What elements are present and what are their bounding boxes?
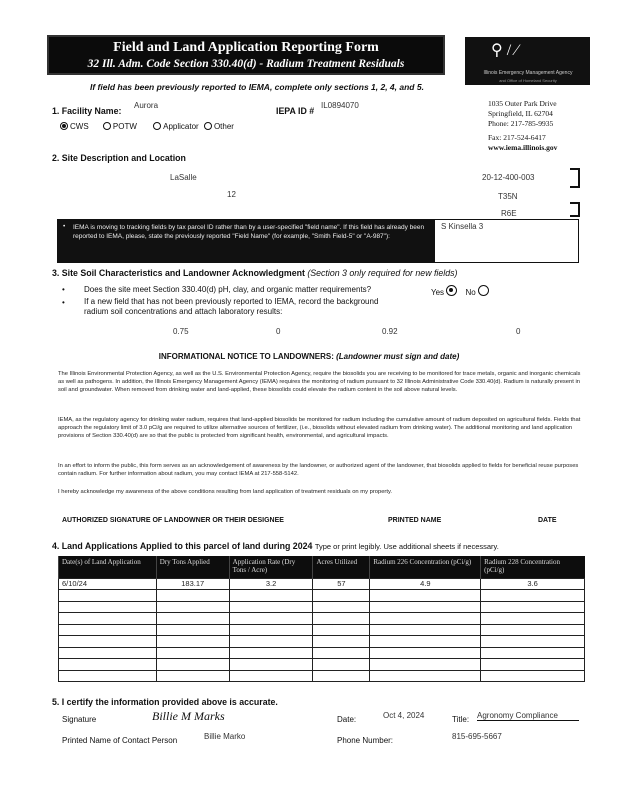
cell-acres[interactable]: [313, 601, 370, 613]
cell-rate[interactable]: [229, 624, 313, 636]
cell-ra228[interactable]: [481, 647, 585, 659]
cell-ra226[interactable]: [370, 659, 481, 671]
printed-name-field[interactable]: Billie Marko: [204, 732, 246, 741]
cell-ra226[interactable]: [370, 647, 481, 659]
township-field[interactable]: T35N: [498, 192, 518, 201]
printed-name-label: Printed Name of Contact Person: [62, 736, 178, 745]
cell-acres[interactable]: [313, 613, 370, 625]
agency-fax: Fax: 217-524-6417: [488, 133, 546, 142]
soil-value-1[interactable]: 0.75: [173, 327, 189, 336]
answer-yes[interactable]: Yes: [431, 288, 459, 297]
notice-title: INFORMATIONAL NOTICE TO LANDOWNERS: (Landowner must sign and date): [158, 352, 460, 361]
cell-dates[interactable]: [59, 670, 157, 682]
cell-dry-tons[interactable]: [156, 601, 229, 613]
cell-dates[interactable]: [59, 636, 157, 648]
cell-ra226[interactable]: [370, 670, 481, 682]
notice-paragraph-2: IEMA, as the regulatory agency for drinking water radium, requires that land-applied biosolids be monitored for radium including the cumulative amount of radium deposited on agricultural fields. Fields that approach the regulatory limit of 3.0 pCi/g are required to utilize alternative sources of fertilizer, (i.e., biosolids without elevated radium from drinking water). The additional monitoring and land application provisions of Section 330.40(d) are so that the public is protected from significant health, environmental, and agricultural impacts.: [58, 417, 581, 440]
iema-logo-icon: ⚲ / ⁄: [491, 42, 518, 59]
agency-phone: Phone: 217-785-9935: [488, 119, 554, 128]
phone-label: Phone Number:: [337, 736, 394, 745]
phone-field[interactable]: 815-695-5667: [452, 732, 502, 741]
cell-acres[interactable]: [313, 624, 370, 636]
cell-ra228[interactable]: [481, 624, 585, 636]
cell-rate[interactable]: [229, 647, 313, 659]
form-title-banner: [47, 35, 445, 75]
facility-type-options: [60, 122, 234, 131]
cell-dates[interactable]: 6/10/24: [59, 578, 157, 590]
col-header-ra228: Radium 228 Concentration (pCi/g): [481, 556, 585, 578]
table-row: [59, 624, 585, 636]
answer-no[interactable]: No: [466, 288, 491, 297]
cell-ra228[interactable]: [481, 659, 585, 671]
cell-dry-tons[interactable]: [156, 624, 229, 636]
agency-address2: Springfield, IL 62704: [488, 109, 553, 118]
cell-dates[interactable]: [59, 659, 157, 671]
cell-dates[interactable]: [59, 613, 157, 625]
parcel-id-field[interactable]: 20-12-400-003: [482, 173, 535, 182]
section5-title: 5. I certify the information provided above is accurate.: [52, 697, 278, 707]
option-potw[interactable]: POTW: [103, 122, 137, 131]
bullet-dot: •: [62, 298, 65, 307]
cell-ra226[interactable]: [370, 624, 481, 636]
date-field[interactable]: Oct 4, 2024: [383, 711, 425, 720]
cell-rate[interactable]: [229, 670, 313, 682]
table-row: [59, 647, 585, 659]
cell-ra228[interactable]: [481, 636, 585, 648]
table-row: [59, 601, 585, 613]
bracket-decor: [570, 202, 580, 217]
notice-paragraph-1: The Illinois Environmental Protection Agency, as well as the U.S. Environmental Protection Agency, require the biosolids you are receiving to be monitored for trace metals, organic and inorganic chemicals as well as pathogens. In addition, the Illinois Emergency Management Agency (IEMA) requires the monitoring of radium pursuant to 32 Illinois Administrative Code 330.40(d). Radium is naturally present in soil and groundwater. When removed from drinking water and land-applied, these biosolids could elevate the radium content in the soil above natural levels.: [58, 371, 581, 394]
section3-title: 3. Site Soil Characteristics and Landowner Acknowledgment (Section 3 only required for new fields): [52, 268, 458, 278]
bullet-dot: •: [62, 285, 65, 294]
soil-value-2[interactable]: 0: [276, 327, 281, 336]
cell-dates[interactable]: [59, 624, 157, 636]
background-radium-question: If a new field that has not been previously reported to IEMA, record the background radium soil concentrations and attach laboratory results:: [84, 297, 379, 316]
radio-no[interactable]: [478, 285, 489, 296]
col-header-rate: Application Rate (Dry Tons / Acre): [229, 556, 313, 578]
table-row: [59, 613, 585, 625]
cell-ra226[interactable]: [370, 636, 481, 648]
agency-address1: 1035 Outer Park Drive: [488, 99, 557, 108]
cell-acres[interactable]: [313, 647, 370, 659]
col-header-dates: Date(s) of Land Application: [59, 556, 157, 578]
cell-dry-tons[interactable]: [156, 590, 229, 602]
previous-field-name-box[interactable]: [434, 219, 579, 263]
cell-rate[interactable]: [229, 659, 313, 671]
range-field[interactable]: R6E: [501, 209, 517, 218]
radio-applicator[interactable]: [153, 122, 161, 130]
cell-acres[interactable]: 57: [313, 578, 370, 590]
col-header-acres: Acres Utilized: [313, 556, 370, 578]
facility-name-field[interactable]: Aurora: [134, 101, 159, 110]
date-label: Date:: [337, 715, 357, 724]
cell-ra228[interactable]: [481, 613, 585, 625]
cell-rate[interactable]: [229, 590, 313, 602]
cell-acres[interactable]: [313, 659, 370, 671]
notice-paragraph-4: I hereby acknowledge my awareness of the above conditions resulting from land application of treatment residuals on my property.: [58, 489, 393, 495]
previously-reported-note: If field has been previously reported to IEMA, complete only sections 1, 2, 4, and 5.: [90, 82, 424, 92]
col-header-dry-tons: Dry Tons Applied: [156, 556, 229, 578]
cell-dry-tons[interactable]: [156, 670, 229, 682]
section4-title: 4. Land Applications Applied to this parcel of land during 2024 Type or print legibly. Use additional sheets if necessary.: [52, 541, 499, 551]
cell-dry-tons[interactable]: [156, 613, 229, 625]
cell-acres[interactable]: [313, 590, 370, 602]
iepa-id-label: IEPA ID #: [276, 106, 315, 116]
radio-potw[interactable]: [103, 122, 111, 130]
section-number-field[interactable]: 12: [227, 190, 236, 199]
form-subtitle: 32 Ill. Adm. Code Section 330.40(d) - Radium Treatment Residuals: [87, 58, 405, 70]
cell-acres[interactable]: [313, 636, 370, 648]
radio-other[interactable]: [204, 122, 212, 130]
table-row: [59, 636, 585, 648]
cell-ra226[interactable]: [370, 590, 481, 602]
table-row: [59, 590, 585, 602]
option-other[interactable]: Other: [204, 122, 234, 131]
section1-title: 1. Facility Name:: [52, 106, 122, 116]
cell-dry-tons[interactable]: [156, 636, 229, 648]
soil-yes-no: [431, 285, 491, 298]
notice-paragraph-3: In an effort to inform the public, this form serves as an acknowledgement of awareness by the landowner, or authorized agent of the landowner, that biosolids applied to fields for beneficial reuse purposes contain radium. For further information about radium, you may contact IEMA at 217-558-5142.: [58, 463, 579, 478]
table-row: [59, 659, 585, 671]
cell-dates[interactable]: [59, 601, 157, 613]
cell-ra226[interactable]: [370, 601, 481, 613]
cell-rate[interactable]: 3.2: [229, 578, 313, 590]
cell-dates[interactable]: [59, 647, 157, 659]
cell-ra228[interactable]: 3.6: [481, 578, 585, 590]
radio-yes[interactable]: [446, 285, 457, 296]
agency-web: www.iema.illinois.gov: [488, 143, 558, 152]
bracket-decor: [570, 168, 580, 188]
cell-ra228[interactable]: [481, 590, 585, 602]
title-field[interactable]: Agronomy Compliance: [477, 711, 579, 721]
agency-sub: and Office of Homeland Security: [499, 78, 557, 83]
cell-dry-tons[interactable]: 183.17: [156, 578, 229, 590]
cell-rate[interactable]: [229, 636, 313, 648]
soil-value-3[interactable]: 0.92: [382, 327, 398, 336]
form-title: Field and Land Application Reporting Form: [113, 40, 379, 55]
landowner-printed-name-label: PRINTED NAME: [388, 517, 442, 524]
cell-ra226[interactable]: 4.9: [370, 578, 481, 590]
option-cws[interactable]: CWS: [60, 122, 89, 131]
cell-ra228[interactable]: [481, 601, 585, 613]
cell-ra228[interactable]: [481, 670, 585, 682]
agency-name: Illinois Emergency Management Agency: [483, 70, 573, 76]
cell-acres[interactable]: [313, 670, 370, 682]
col-header-ra226: Radium 226 Concentration (pCi/g): [370, 556, 481, 578]
table-row: [59, 578, 585, 590]
county-field[interactable]: LaSalle: [170, 173, 197, 182]
cell-dry-tons[interactable]: [156, 647, 229, 659]
title-label: Title:: [452, 715, 470, 724]
ema-field-name-note: • IEMA is moving to tracking fields by tax parcel ID rather than by a user-specified "field name". If this field has already been reported to IEMA, please, state the previously reported "Field Name" (for example, "Smith Field-5" or "A-987"):: [57, 219, 434, 263]
agency-contact: [488, 99, 557, 153]
soil-value-4[interactable]: 0: [516, 327, 521, 336]
previous-field-name: S Kinsella 3: [441, 222, 484, 231]
soil-requirements-question: Does the site meet Section 330.40(d) pH, clay, and organic matter requirements?: [84, 285, 372, 294]
section2-title: 2. Site Description and Location: [52, 153, 186, 163]
radio-cws[interactable]: [60, 122, 68, 130]
agency-logo-box: [465, 37, 590, 85]
signature-label: Signature: [62, 715, 97, 724]
cell-dry-tons[interactable]: [156, 659, 229, 671]
cell-dates[interactable]: [59, 590, 157, 602]
cell-rate[interactable]: [229, 613, 313, 625]
cell-ra226[interactable]: [370, 613, 481, 625]
option-applicator[interactable]: Applicator: [153, 122, 199, 131]
cell-rate[interactable]: [229, 601, 313, 613]
landowner-signature-label: AUTHORIZED SIGNATURE OF LANDOWNER OR THEIR DESIGNEE: [62, 517, 284, 524]
table-row: [59, 670, 585, 682]
contact-signature[interactable]: Billie M Marks: [152, 709, 225, 723]
land-application-table: [58, 556, 585, 682]
landowner-date-label: DATE: [538, 517, 557, 524]
iepa-id-field[interactable]: IL0894070: [321, 101, 359, 110]
